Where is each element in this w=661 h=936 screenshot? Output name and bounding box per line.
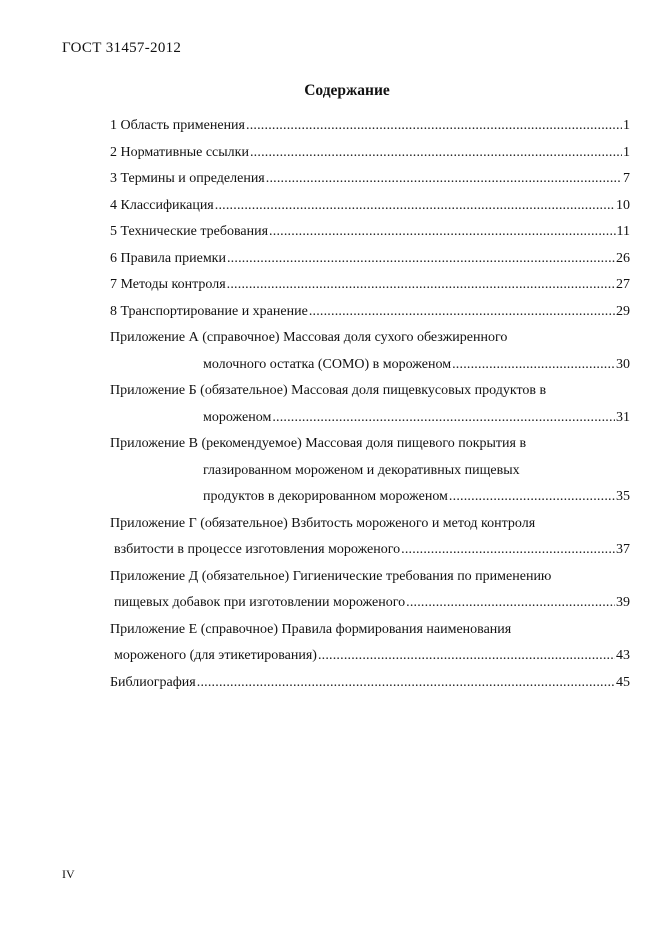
toc-page-number: 37 (616, 542, 630, 557)
toc-entry-text: 1 Область применения (110, 118, 245, 133)
toc-page-number: 35 (616, 489, 630, 504)
dot-leader (227, 251, 615, 267)
toc-appendix-g-line1[interactable]: Приложение Г (обязательное) Взбитость мороженого и метод контроля (110, 515, 536, 531)
toc-page-number: 11 (616, 224, 630, 239)
toc-entry-text: мороженом (203, 409, 272, 425)
dot-leader (309, 304, 615, 320)
page-title: Содержание (304, 82, 390, 99)
toc-appendix-b-line1[interactable]: Приложение Б (обязательное) Массовая доля пищевкусовых продуктов в (110, 383, 547, 398)
toc-entry-8[interactable] (110, 304, 630, 331)
toc-page-number: 43 (616, 648, 630, 663)
dot-leader (272, 410, 615, 426)
toc-page-number: 45 (616, 674, 630, 690)
toc-page-number: 30 (616, 356, 630, 372)
toc-entry-text: продуктов в декорированном мороженом (203, 489, 448, 504)
toc-entry-bibliography[interactable] (110, 675, 630, 702)
dot-leader (318, 648, 615, 664)
dot-leader (269, 224, 615, 240)
toc-page-number: 1 (623, 118, 630, 133)
dot-leader (215, 198, 615, 214)
dot-leader (246, 118, 622, 134)
toc-page-number: 27 (616, 277, 630, 292)
toc-entry-6[interactable] (110, 251, 630, 278)
dot-leader (227, 277, 615, 293)
toc-entry-text: Библиография (110, 674, 196, 690)
toc-appendix-d-line1[interactable]: Приложение Д (обязательное) Гигиенические требования по применению (110, 568, 552, 584)
toc-page-number: 1 (623, 144, 630, 160)
toc-appendix-a-line2[interactable] (110, 357, 630, 384)
toc-entry-text: 2 Нормативные ссылки (110, 144, 249, 160)
toc-entry-text: пищевых добавок при изготовлении мороженого (114, 595, 406, 610)
toc-entry-text: 7 Методы контроля (110, 277, 226, 292)
toc-page-number: 39 (616, 595, 630, 610)
dot-leader (250, 145, 622, 161)
toc-appendix-v-line1[interactable]: Приложение В (рекомендуемое) Массовая доля пищевого покрытия в (110, 436, 527, 451)
toc-appendix-b-line2[interactable] (110, 410, 630, 437)
toc-appendix-v-line2[interactable]: глазированном мороженом и декоративных пищевых (203, 462, 520, 478)
toc-entry-text: 4 Классификация (110, 197, 214, 213)
toc-entry-2[interactable] (110, 145, 630, 172)
toc-entry-7[interactable] (110, 277, 630, 304)
toc-entry-text: взбитости в процессе изготовления мороженого (114, 542, 401, 557)
toc-appendix-v-line3[interactable] (110, 489, 630, 516)
dot-leader (197, 675, 615, 691)
toc-appendix-d-line2[interactable] (110, 595, 630, 622)
toc-entry-1[interactable] (110, 118, 630, 145)
toc-page-number: 7 (623, 171, 630, 186)
toc-page-number: 26 (616, 250, 630, 266)
toc-page-number: 10 (616, 197, 630, 213)
toc-entry-text: мороженого (для этикетирования) (114, 648, 317, 663)
toc-entry-text: 8 Транспортирование и хранение (110, 303, 308, 319)
document-header: ГОСТ 31457-2012 (62, 40, 182, 56)
toc-entry-text: 5 Технические требования (110, 224, 269, 239)
dot-leader (401, 542, 615, 558)
toc-entry-5[interactable] (110, 224, 630, 251)
dot-leader (406, 595, 615, 611)
toc-entry-text: молочного остатка (СОМО) в мороженом (203, 356, 452, 372)
toc-appendix-e-line1[interactable]: Приложение Е (справочное) Правила формирования наименования (110, 621, 512, 637)
page-number-footer: IV (62, 867, 75, 881)
toc-entry-4[interactable] (110, 198, 630, 225)
toc-entry-3[interactable] (110, 171, 630, 198)
toc-appendix-a-line1[interactable]: Приложение А (справочное) Массовая доля сухого обезжиренного (110, 330, 508, 345)
toc-entry-text: 3 Термины и определения (110, 171, 265, 186)
dot-leader (452, 357, 615, 373)
toc-entry-text: 6 Правила приемки (110, 250, 226, 266)
toc-appendix-g-line2[interactable] (110, 542, 630, 569)
table-of-contents (110, 118, 630, 701)
toc-appendix-e-line2[interactable] (110, 648, 630, 675)
toc-page-number: 29 (616, 303, 630, 319)
dot-leader (449, 489, 615, 505)
dot-leader (266, 171, 622, 187)
toc-page-number: 31 (616, 409, 630, 425)
